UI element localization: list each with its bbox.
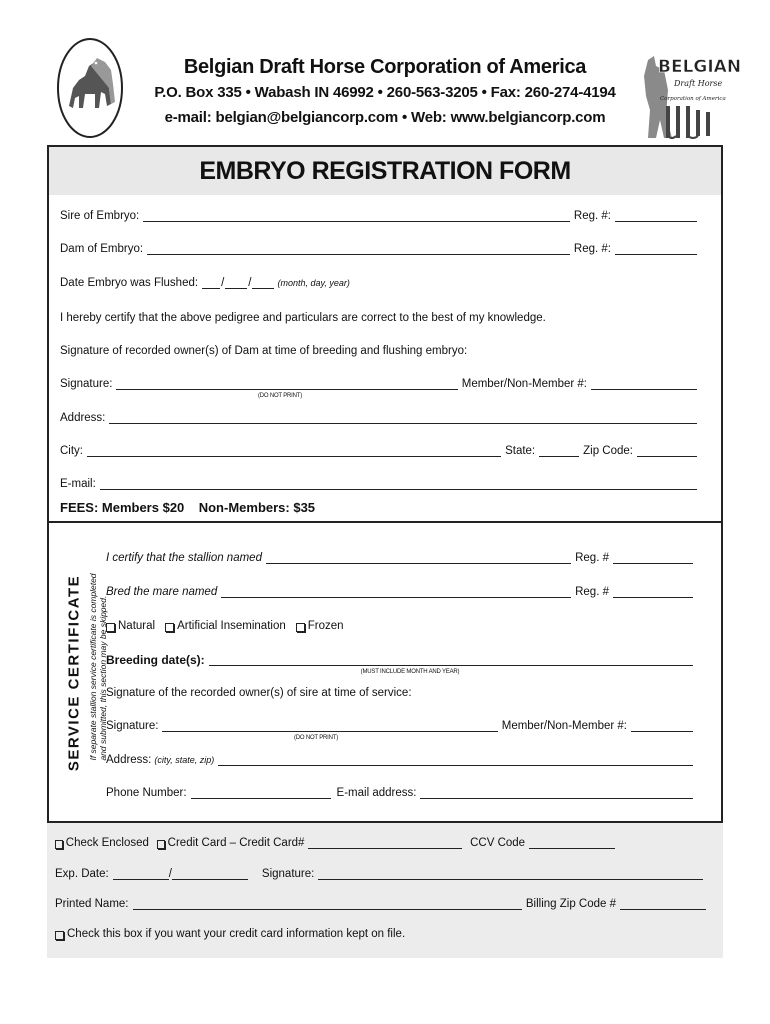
owner-member-label: Member/Non-Member #: [461, 378, 587, 390]
fees-label: FEES: Members $20 Non-Members: $35 [60, 500, 316, 515]
owner-address-row [60, 411, 697, 425]
credit-card-number-field[interactable] [308, 838, 462, 849]
logo-sub1: Draft Horse [674, 79, 723, 88]
mare-reg-label: Reg. # [575, 586, 609, 598]
printed-name-label: Printed Name: [55, 898, 129, 910]
keep-on-file-checkbox[interactable] [55, 931, 64, 940]
sire-email-field[interactable] [420, 788, 693, 799]
dam-field[interactable] [147, 244, 570, 255]
sire-member-field[interactable] [631, 721, 693, 732]
mare-field[interactable] [221, 587, 571, 598]
ai-checkbox[interactable] [165, 623, 174, 632]
sire-member-label: Member/Non-Member #: [501, 720, 627, 732]
dam-reg-field[interactable] [615, 244, 697, 255]
breeding-dates-label: Breeding date(s): [106, 653, 205, 667]
sire-phone-field[interactable] [191, 788, 331, 799]
stallion-field[interactable] [266, 553, 571, 564]
date-flushed-label: Date Embryo was Flushed: [60, 277, 199, 289]
owner-zip-label: Zip Code: [583, 445, 633, 457]
exp-month-field[interactable] [113, 869, 169, 880]
printed-name-row [55, 897, 706, 911]
ccv-field[interactable] [529, 838, 615, 849]
expiry-row [55, 867, 703, 881]
date-day-field[interactable] [225, 278, 247, 289]
natural-label: Natural [118, 620, 156, 632]
owner-email-label: E-mail: [60, 478, 96, 490]
ai-label: Artificial Insemination [177, 620, 286, 632]
stallion-label: I certify that the stallion named [106, 552, 262, 564]
exp-label: Exp. Date: [55, 868, 109, 880]
breeding-method-row [106, 619, 406, 633]
logo-word: BELGIAN [658, 57, 742, 77]
org-address: P.O. Box 335 • Wabash IN 46992 • 260-563-3205 • Fax: 260-274-4194 [154, 84, 616, 101]
logo-sub2: Corporation of America [660, 96, 726, 102]
sire-contact-row [106, 786, 693, 800]
sire-phone-label: Phone Number: [106, 787, 187, 799]
owner-signature-row [60, 377, 697, 391]
payment-signature-field[interactable] [318, 869, 703, 880]
signature-intro-row [60, 344, 700, 358]
credit-card-label: Credit Card – Credit Card# [167, 837, 305, 849]
frozen-checkbox[interactable] [296, 623, 305, 632]
owner-do-not-print: (DO NOT PRINT) [257, 393, 303, 399]
certify-text: I hereby certify that the above pedigree and particulars are correct to the best of my knowledge. [60, 312, 546, 324]
sire-signature-field[interactable] [162, 721, 497, 732]
sire-email-label: E-mail address: [336, 787, 417, 799]
dam-label: Dam of Embryo: [60, 243, 144, 255]
signature-intro: Signature of recorded owner(s) of Dam at time of breeding and flushing embryo: [60, 345, 468, 357]
check-enclosed-label: Check Enclosed [65, 837, 149, 849]
sire-reg-label: Reg. #: [573, 210, 611, 222]
section-separator [49, 521, 721, 523]
mare-row [106, 585, 693, 599]
dam-reg-label: Reg. #: [573, 243, 611, 255]
owner-state-field[interactable] [539, 446, 579, 457]
sire-address-row [106, 753, 693, 767]
dam-row [60, 242, 697, 256]
org-contact: e-mail: belgian@belgiancorp.com • Web: www.belgiancorp.com [164, 109, 606, 126]
billing-zip-label: Billing Zip Code # [525, 898, 616, 910]
service-certificate-note [88, 573, 108, 760]
stallion-row [106, 551, 693, 565]
payment-signature-label: Signature: [261, 868, 315, 880]
sire-address-field[interactable] [218, 755, 693, 766]
keep-on-file-row [55, 927, 555, 941]
org-name: Belgian Draft Horse Corporation of America [183, 56, 587, 78]
owner-zip-field[interactable] [637, 446, 697, 457]
owner-address-field[interactable] [109, 413, 697, 424]
owner-email-field[interactable] [100, 479, 697, 490]
sire-owner-intro-row [106, 686, 693, 700]
check-enclosed-checkbox[interactable] [55, 840, 63, 849]
must-include-note: (MUST INCLUDE MONTH AND YEAR) [360, 669, 460, 675]
sire-label: Sire of Embryo: [60, 210, 140, 222]
owner-city-row [60, 444, 697, 458]
billing-zip-field[interactable] [620, 899, 706, 910]
breeding-dates-field[interactable] [209, 655, 693, 666]
sire-reg-field[interactable] [615, 211, 697, 222]
owner-city-label: City: [60, 445, 83, 457]
sire-signature-row [106, 719, 693, 733]
ccv-label: CCV Code [470, 837, 526, 849]
breeding-dates-row [106, 653, 693, 667]
frozen-label: Frozen [307, 620, 344, 632]
payment-method-row [55, 836, 615, 850]
fees-row [60, 500, 460, 516]
date-flushed-row [60, 276, 460, 290]
sire-address-label: Address: [106, 754, 152, 766]
owner-address-label: Address: [60, 412, 106, 424]
credit-card-checkbox[interactable] [157, 840, 165, 849]
certify-row [60, 311, 700, 325]
stallion-reg-label: Reg. # [575, 552, 609, 564]
owner-city-field[interactable] [87, 446, 501, 457]
exp-year-field[interactable] [172, 869, 248, 880]
sire-signature-label: Signature: [106, 720, 159, 732]
mare-label: Bred the mare named [106, 586, 218, 598]
natural-checkbox[interactable] [106, 623, 115, 632]
date-slash-1: / [221, 277, 225, 289]
date-slash-2: / [248, 277, 252, 289]
stallion-reg-field[interactable] [613, 553, 693, 564]
mare-reg-field[interactable] [613, 587, 693, 598]
exp-slash: / [168, 868, 172, 880]
sire-owner-intro: Signature of the recorded owner(s) of sire at time of service: [106, 687, 412, 699]
printed-name-field[interactable] [133, 899, 522, 910]
form-title: EMBRYO REGISTRATION FORM [199, 157, 571, 185]
service-certificate-title: SERVICE CERTIFICATE [65, 574, 83, 772]
service-note-line-1: If separate stallion service certificate is completed [88, 573, 98, 761]
sire-do-not-print: (DO NOT PRINT) [293, 735, 339, 741]
owner-signature-field[interactable] [116, 379, 457, 390]
owner-member-field[interactable] [591, 379, 697, 390]
owner-signature-label: Signature: [60, 378, 113, 390]
date-hint: (month, day, year) [277, 278, 350, 288]
service-certificate-side [48, 525, 108, 821]
sire-row [60, 209, 697, 223]
keep-on-file-label: Check this box if you want your credit card information kept on file. [67, 928, 406, 940]
service-note-line-2: and submitted, this section may be skipped. [98, 595, 108, 761]
sire-address-hint: (city, state, zip) [154, 755, 215, 765]
owner-state-label: State: [505, 445, 536, 457]
date-year-field[interactable] [252, 278, 274, 289]
owner-email-row [60, 477, 697, 491]
sire-field[interactable] [143, 211, 570, 222]
date-month-field[interactable] [202, 278, 220, 289]
